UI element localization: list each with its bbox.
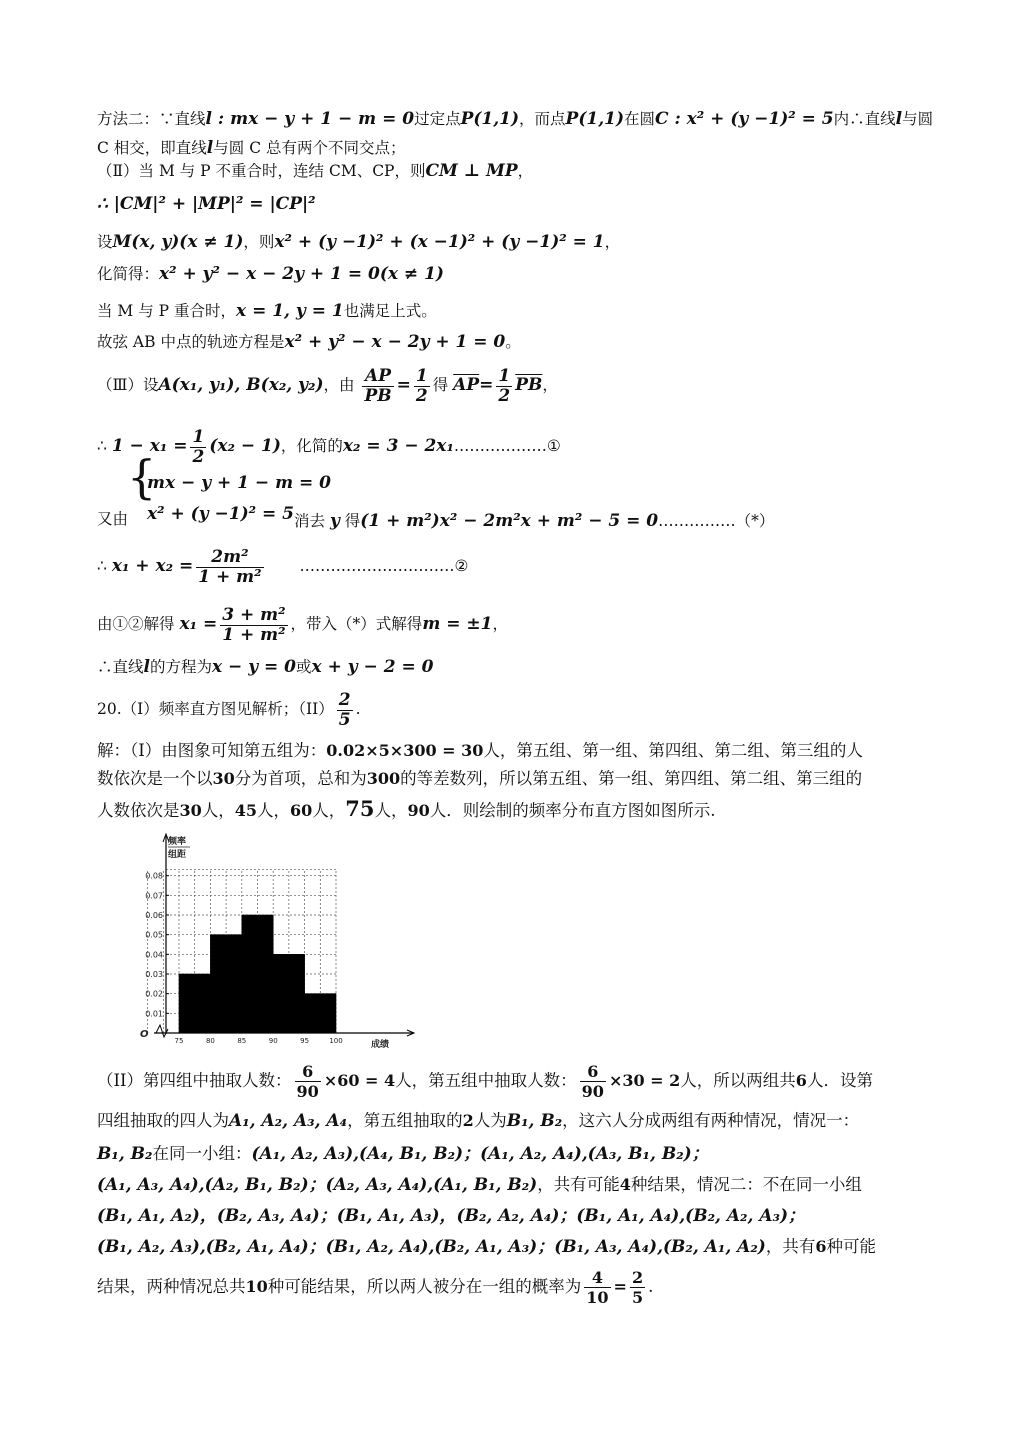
solution-line-3 <box>97 160 533 182</box>
text: 人，第五组、第一组、第四组、第二组、第三组的人 <box>483 741 863 760</box>
part2-line-1: （II）第四组中抽取人数： $\frac{6}{90}$ ×60 = 4人，第五组中抽取人数： $\frac{6}{90}$ ×30 = 2人，所以两组共6人．设第 <box>97 1062 873 1101</box>
x-tick-label: 80 <box>205 1037 215 1045</box>
text: 方法二：∵直线 <box>97 110 206 128</box>
q20-p2: 数依次是一个以30分为首项，总和为300的等差数列，所以第五组、第一组、第四组、第二组、第三组的 <box>97 769 863 788</box>
histogram-bar <box>210 935 241 1033</box>
text: 在圆 <box>624 110 656 128</box>
system-brace: { <box>127 450 157 504</box>
formula-sum: x₁ + x₂ = <box>111 556 194 576</box>
text: 解：（I）由图象可知第五组为： <box>97 741 327 760</box>
text: 也满足上式。 <box>343 302 437 320</box>
text: 又由 <box>97 510 129 528</box>
fraction: $\frac{1}{2}$ <box>192 426 205 467</box>
formula-line-eq: x − y = 0 <box>212 657 297 677</box>
text: 设 <box>97 233 113 251</box>
part2-line-3: B₁, B₂在同一小组：(A₁, A₂, A₃),(A₄, B₁, B₂)；(A₁, A₂, A₄),(A₃, B₁, B₂)； <box>97 1144 709 1164</box>
formula-locus: x² + y² − x − 2y + 1 = 0 <box>284 332 506 352</box>
text: （Ⅱ）当 M 与 P 不重合时，连结 CM、CP，则 <box>97 162 426 180</box>
fraction: $\frac{1}{2}$ <box>415 365 428 406</box>
fraction: $\frac{2}{5}$ <box>338 689 351 730</box>
origin-label: O <box>140 1029 149 1040</box>
y-tick-label: 0.04 <box>145 950 163 960</box>
x-axis-label: 成绩 <box>371 1040 390 1050</box>
text: ，化简的 <box>280 437 343 455</box>
formula-equation: x² + (y −1)² + (x −1)² + (y −1)² = 1 <box>274 232 605 252</box>
fraction: $\frac{1}{2}$ <box>498 365 511 406</box>
text: C 相交，即直线 <box>97 139 207 157</box>
text: ，则 <box>243 233 275 251</box>
part2-line-5: (B₁, A₁, A₂)，(B₂, A₃, A₄)；(B₁, A₁, A₃)，(B₂, A₂, A₄)；(B₁, A₁, A₄),(B₂, A₂, A₃)； <box>97 1206 805 1226</box>
solution-line-9: （Ⅲ）设A(x₁, y₁), B(x₂, y₂)，由 $\frac{AP}{PB}$ = $\frac{1}{2}$ 得 $\overline{AP}=$ $\frac{1}{2}$ $\overline{PB}$， <box>97 365 558 406</box>
text: 。 <box>505 333 521 351</box>
solution-line-11 <box>97 450 997 532</box>
solution-line-2 <box>97 137 405 159</box>
text: 故弦 AB 中点的轨迹方程是 <box>97 333 285 351</box>
histogram-bar <box>273 954 304 1033</box>
text: . <box>355 700 361 718</box>
part2-line-6: (B₁, A₂, A₃),(B₂, A₁, A₄)；(B₁, A₂, A₄),(B₂, A₁, A₃)；(B₁, A₃, A₄),(B₂, A₁, A₂)，共有6种可能 <box>97 1237 876 1257</box>
equation-marker-2: …………………………② <box>299 557 469 575</box>
text: ∴ <box>97 557 107 575</box>
y-tick-label: 0.08 <box>145 871 163 881</box>
text: 的方程为 <box>149 658 212 676</box>
part2-line-4: (A₁, A₃, A₄),(A₂, B₁, B₂)；(A₂, A₃, A₄),(A₁, B₁, B₂)，共有可能4种结果，情况二：不在同一小组 <box>97 1175 862 1195</box>
histogram-bar <box>305 994 336 1033</box>
y-tick-label: 0.03 <box>145 970 163 979</box>
text: 内∴直线 <box>833 110 896 128</box>
system-eq-1: mx − y + 1 − m = 0 <box>147 473 331 493</box>
solution-line-8 <box>97 331 521 353</box>
part2-line-7: 结果，两种情况总共10种可能结果，所以两人被分在一组的概率为 $\frac{4}{10}$ = $\frac{2}{5}$ . <box>97 1268 654 1307</box>
x-tick-label: 75 <box>174 1037 184 1045</box>
formula-line-eq: x + y − 2 = 0 <box>311 657 434 677</box>
y-tick-label: 0.07 <box>145 891 163 901</box>
eliminate-text: 消去 y 得(1 + m²)x² − 2m²x + m² − 5 = 0……………（*） <box>294 511 775 531</box>
formula-l: l <box>143 657 150 677</box>
formula-l: l <box>895 109 903 129</box>
formula-circle-c: C : x² + (y −1)² = 5 <box>655 109 834 129</box>
text: ，而点 <box>519 110 566 128</box>
solution-line-14 <box>97 656 433 678</box>
solution-line-13 <box>97 600 508 648</box>
formula-perpendicular: CM ⊥ MP <box>425 161 518 181</box>
y-tick-label: 0.01 <box>145 1009 163 1019</box>
x-tick-label: 85 <box>237 1037 247 1045</box>
frequency-histogram <box>116 828 416 1053</box>
formula-m: M(x, y)(x ≠ 1) <box>112 232 244 252</box>
vector-ap: $\overline{AP}$ <box>453 375 480 395</box>
formula-x1: x₁ = <box>179 614 218 634</box>
text: 或 <box>296 658 312 676</box>
text: ∴直线 <box>97 658 144 676</box>
q20-heading <box>97 686 361 732</box>
solution-line-10 <box>97 424 561 468</box>
histogram-bar <box>179 974 210 1033</box>
system-eq-2: x² + (y −1)² = 5 <box>147 504 294 524</box>
text: ， <box>542 376 558 394</box>
text: 与圆 C 总有两个不同交点； <box>213 139 406 157</box>
solution-line-5 <box>97 231 620 253</box>
solution-line-6 <box>97 263 444 285</box>
text: 化简得： <box>97 265 160 283</box>
part2-line-2: 四组抽取的四人为A₁, A₂, A₃, A₄，第五组抽取的2人为B₁, B₂，这六人分成两组有两种情况，情况一： <box>97 1111 860 1131</box>
solution-line-7 <box>97 300 437 322</box>
formula-pythagoras: ∴ |CM|² + |MP|² = |CP|² <box>97 194 316 214</box>
text: ， <box>604 233 621 251</box>
text: ， <box>492 615 508 633</box>
vector-pb: $\overline{PB}$ <box>515 375 543 395</box>
equals: = <box>396 375 411 395</box>
solution-line-12 <box>97 542 468 590</box>
y-tick-label: 0.06 <box>145 911 163 920</box>
chart-bars <box>179 915 336 1033</box>
formula: 0.02×5×300 = 30 <box>326 741 484 760</box>
y-label-bottom: 组距 <box>168 850 187 860</box>
equation-marker-1: ………………① <box>453 437 561 455</box>
text: ∴ <box>97 437 107 455</box>
x-tick-label: 95 <box>300 1037 310 1045</box>
formula: (x₂ − 1) <box>209 436 281 456</box>
text: 由①②解得 <box>97 615 175 633</box>
y-tick-label: 0.02 <box>145 989 163 999</box>
y-tick-label: 0.05 <box>145 930 163 940</box>
text: ，带入（*）式解得 <box>290 615 423 633</box>
text: 与圆 <box>902 110 934 128</box>
q20-p1 <box>97 738 863 764</box>
x-tick-label: 90 <box>268 1037 278 1045</box>
formula-point-p: P(1,1) <box>460 109 520 129</box>
fraction: $\frac{\text{2m²}}{\text{1 + m²}}$ <box>198 546 262 587</box>
text: （Ⅲ）设 <box>97 376 159 394</box>
fraction: $\frac{2}{5}$ <box>631 1268 644 1307</box>
formula-line-l: l : mx − y + 1 − m = 0 <box>205 109 415 129</box>
histogram-bar <box>242 915 273 1033</box>
fraction: $\frac{6}{90}$ <box>581 1062 604 1101</box>
text: 得 <box>432 376 449 394</box>
formula-ab: A(x₁, y₁), B(x₂, y₂) <box>158 375 324 395</box>
y-label-top: 频率 <box>168 837 187 847</box>
formula-l: l <box>206 138 214 158</box>
formula-point-p: P(1,1) <box>565 109 624 129</box>
formula: 1 − x₁ = <box>111 436 188 456</box>
solution-line-4 <box>97 193 316 215</box>
text: 当 M 与 P 重合时， <box>97 302 237 320</box>
x-tick-label: 100 <box>329 1037 343 1045</box>
solution-line-1 <box>97 108 933 130</box>
formula-x2: x₂ = 3 − 2x₁ <box>342 436 454 456</box>
formula-xy: x = 1, y = 1 <box>236 301 344 321</box>
text: 过定点 <box>414 110 461 128</box>
fraction: $\frac{4}{10}$ <box>586 1268 609 1307</box>
fraction: $\frac{\text{3 + m²}}{\text{1 + m²}}$ <box>222 604 286 645</box>
text: ，由 <box>323 376 355 394</box>
q20-p3: 人数依次是30人，45人，60人，75人，90人．则绘制的频率分布直方图如图所示. <box>97 796 716 821</box>
fraction: $\frac{6}{90}$ <box>296 1062 319 1101</box>
fraction: $\frac{AP}{PB}$ <box>364 365 392 406</box>
formula-simplified: x² + y² − x − 2y + 1 = 0(x ≠ 1) <box>159 264 444 284</box>
formula-m-value: m = ±1 <box>422 614 493 634</box>
text: 20.（I）频率直方图见解析；（II） <box>97 700 334 718</box>
text: ， <box>517 162 534 180</box>
